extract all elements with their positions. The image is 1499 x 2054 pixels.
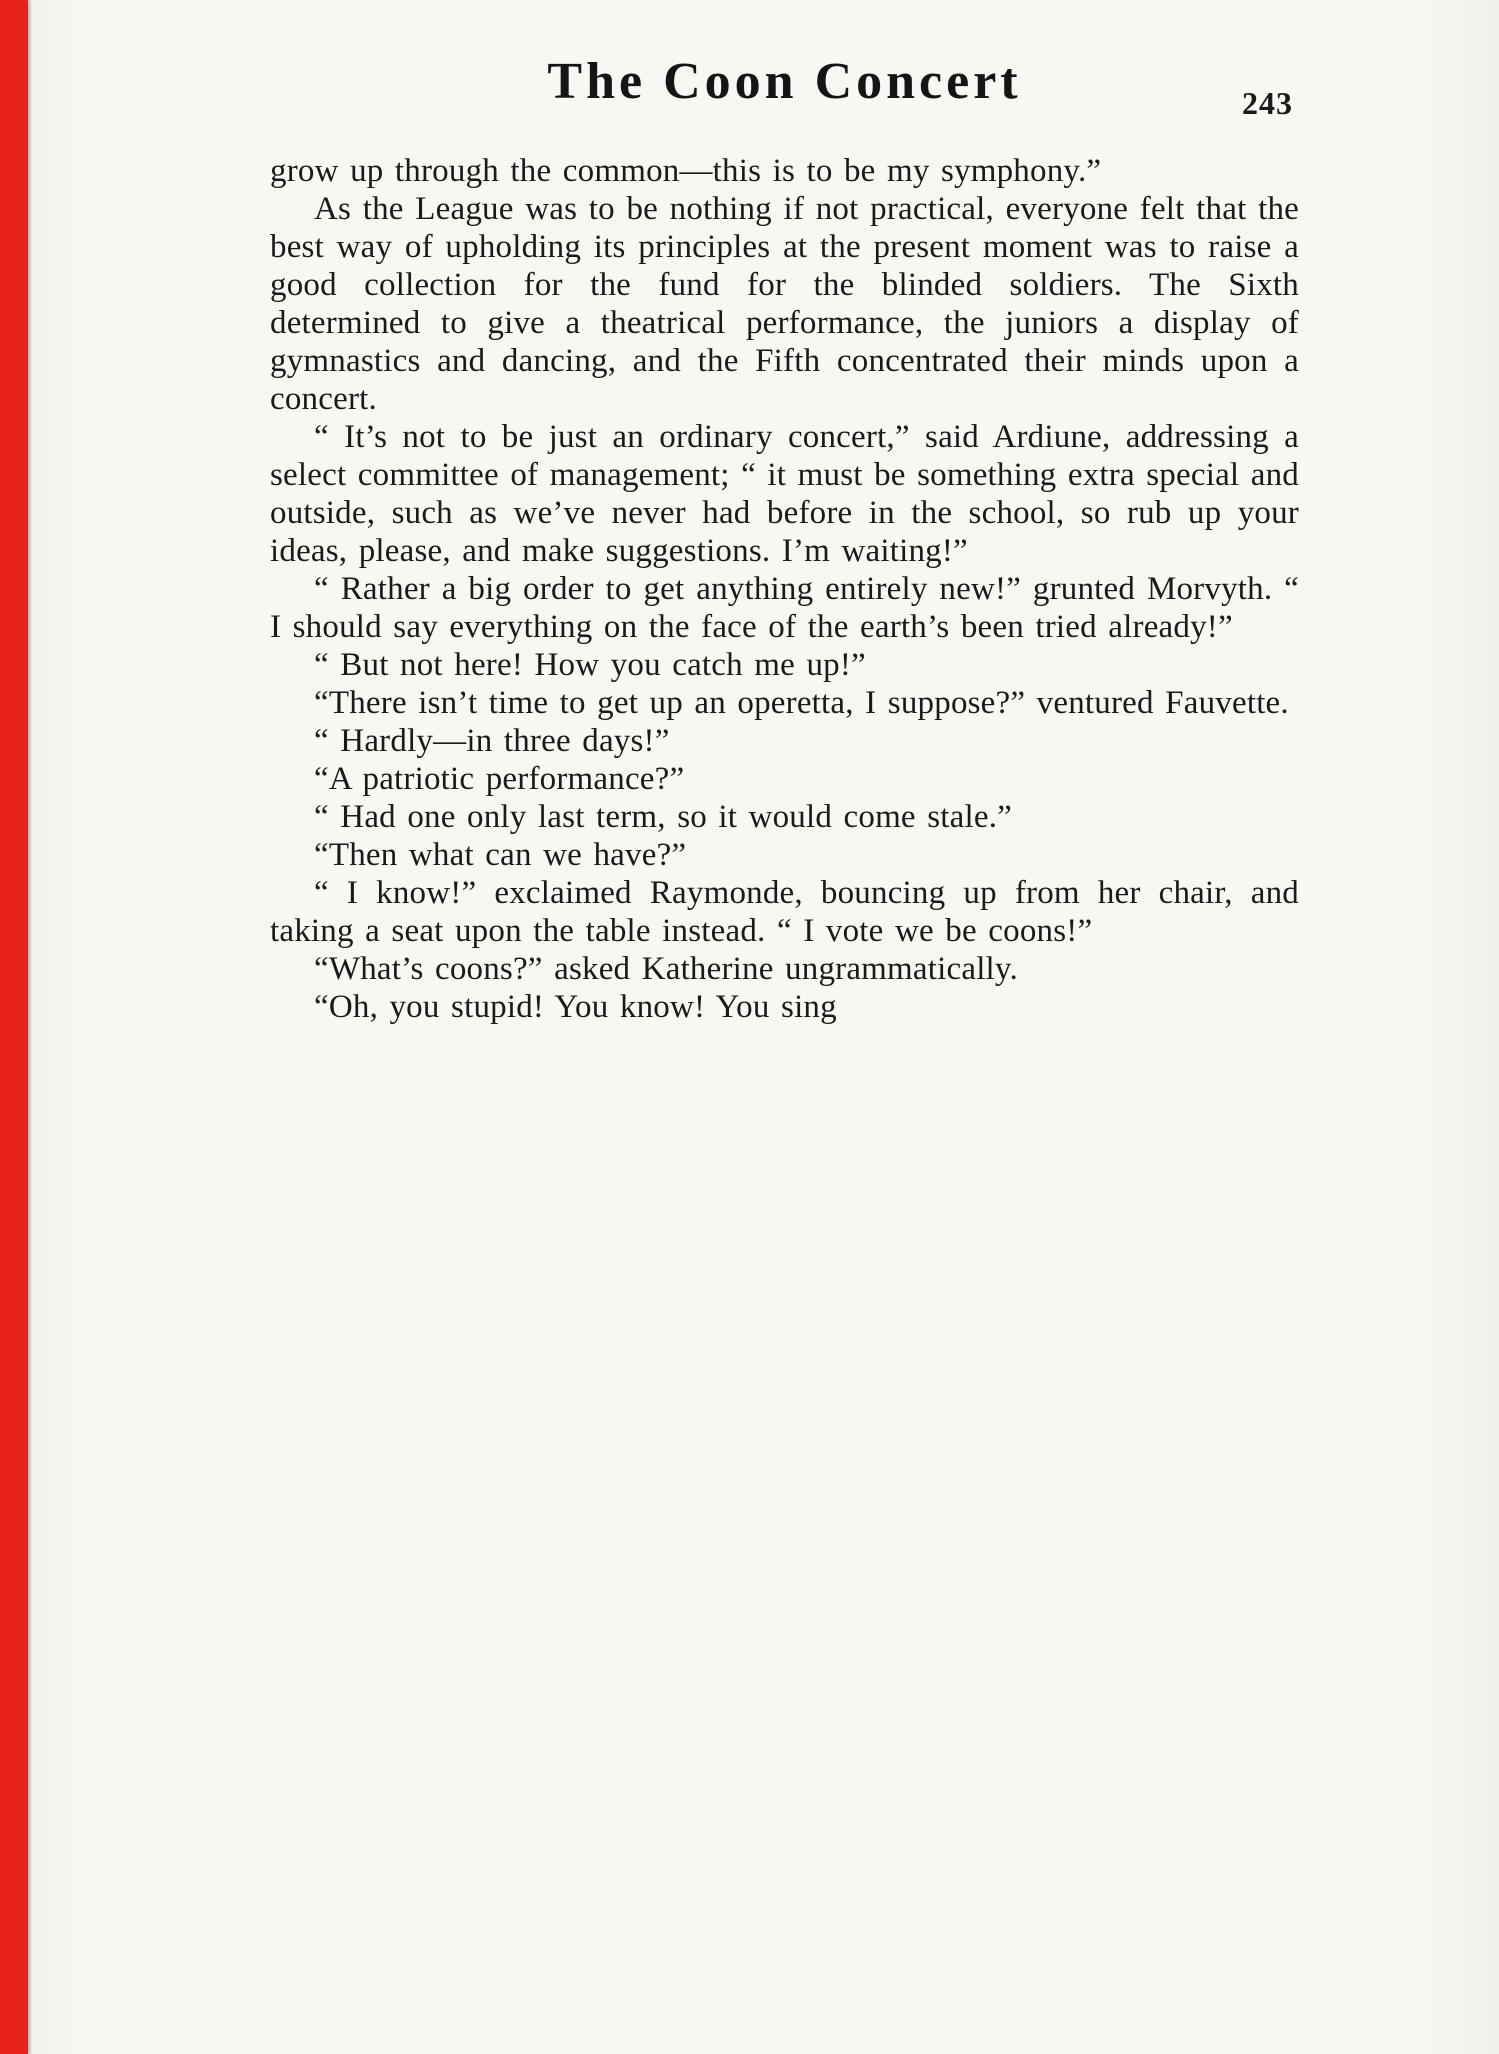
paragraph: “Oh, you stupid! You know! You sing <box>314 989 837 1025</box>
page-number: 243 <box>1242 85 1293 121</box>
paragraph: “There isn’t time to get up an operetta, I suppose?” ventured Fauvette. <box>314 685 1289 721</box>
paragraph: “What’s coons?” asked Katherine ungrammatically. <box>314 951 1018 987</box>
text-block <box>270 152 1299 1026</box>
paragraph: “A patriotic performance?” <box>314 761 685 797</box>
paragraph: “ I know!” exclaimed Raymonde, bouncing up from her chair, and taking a seat upon the table instead. “ I vote we be coons!” <box>270 875 1299 949</box>
paragraph: “ It’s not to be just an ordinary concert,” said Ardiune, addressing a select committee of management; “ it must be something extra special and outside, such as we’ve never had before in the school, so rub up your ideas, please, and make suggestions. I’m waiting!” <box>270 419 1299 569</box>
paragraph: “ But not here! How you catch me up!” <box>314 647 866 683</box>
paragraph: “ Hardly—in three days!” <box>314 723 670 759</box>
book-edge-strip <box>0 0 28 2054</box>
paragraph: “ Had one only last term, so it would come stale.” <box>314 799 1013 835</box>
page-title: The Coon Concert <box>547 53 1022 110</box>
page-header <box>270 52 1299 130</box>
page-content <box>270 52 1299 1026</box>
paragraph: grow up through the common—this is to be my symphony.” <box>270 153 1102 189</box>
paragraph: As the League was to be nothing if not practical, everyone felt that the best way of upholding its principles at the present moment was to raise a good collection for the fund for the blinded soldiers. The Sixth determined to give a theatrical performance, the juniors a display of gymnastics and dancing, and the Fifth concentrated their minds upon a concert. <box>270 191 1299 417</box>
paragraph: “ Rather a big order to get anything entirely new!” grunted Morvyth. “ I should say everything on the face of the earth’s been tried already!” <box>270 571 1299 645</box>
paragraph: “Then what can we have?” <box>314 837 687 873</box>
